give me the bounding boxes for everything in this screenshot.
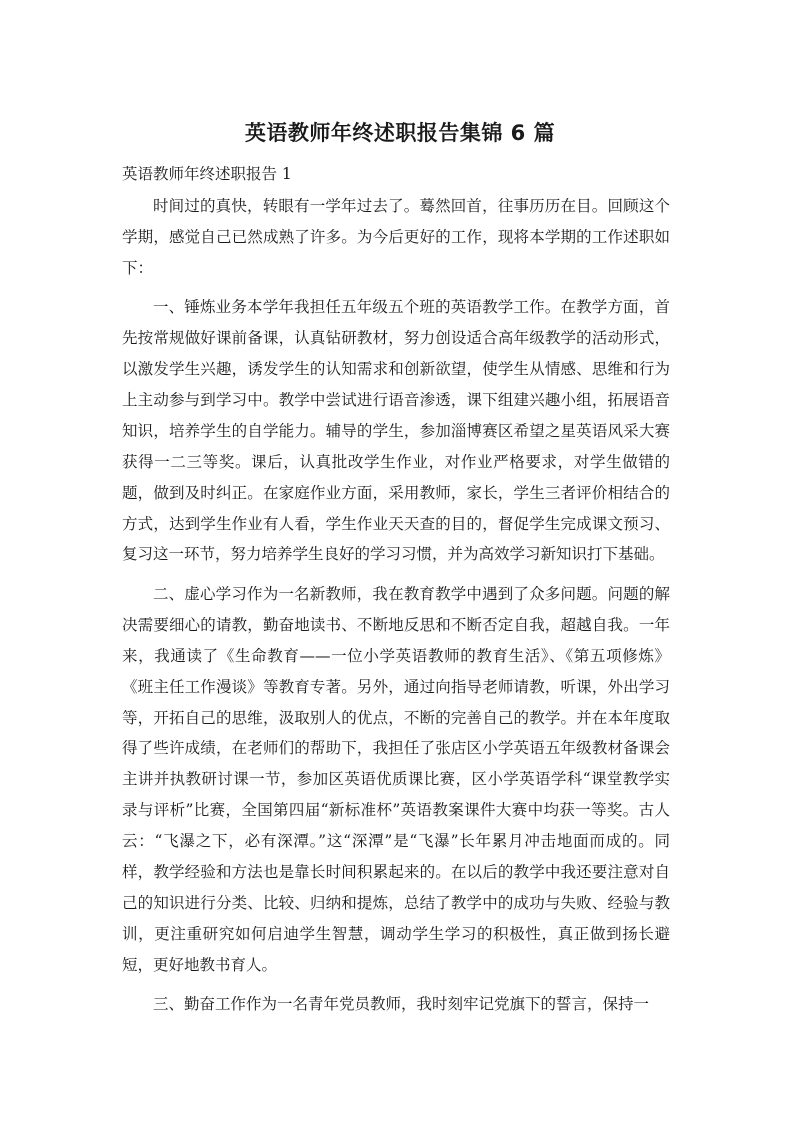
paragraph-section-3: 三、勤奋工作作为一名青年党员教师，我时刻牢记党旗下的誓言，保持一 [153,995,650,1014]
section-heading: 英语教师年终述职报告 1 [122,165,292,183]
paragraph-section-2: 二、虚心学习作为一名新教师，我在教育教学中遇到了众多问题。问题的解决需要细心的请教，勤奋地读书、不断地反思和不断否定自我，超越自我。一年来，我通读了《生命教育——一位小学英语教师的教育生活》、《第五项修炼》《班主任工作漫谈》等教育专著。另外，通过向指导老师请教，听课，外出学习等，开拓自己的思维，汲取别人的优点，不断的完善自己的教学。并在本年度取得了些许成绩，在老师们的帮助下，我担任了张店区小学英语五年级教材备课会主讲并执教研讨课一节，参加区英语优质课比赛，区小学英语学科“课堂教学实录与评析”比赛，全国第四届“新标准杯”英语教案课件大赛中均获一等奖。古人云：“飞瀑之下，必有深潭。”这“深潭”是“飞瀑”长年累月冲击地面而成的。同样，教学经验和方法也是靠长时间积累起来的。在以后的教学中我还要注意对自己的知识进行分类、比较、归纳和提炼，总结了教学中的成功与失败、经验与教训，更注重研究如何启迪学生智慧，调动学生学习的积极性，真正做到扬长避短，更好地教书育人。 [122,584,670,974]
paragraph-section-1: 一、锤炼业务本学年我担任五年级五个班的英语教学工作。在教学方面，首先按常规做好课前备课，认真钻研教材，努力创设适合高年级教学的活动形式，以激发学生兴趣，诱发学生的认知需求和创新欲望，使学生从情感、思维和行为上主动参与到学习中。教学中尝试进行语音渗透，课下组建兴趣小组，拓展语音知识，培养学生的自学能力。辅导的学生，参加淄博赛区希望之星英语风采大赛获得一二三等奖。课后，认真批改学生作业，对作业严格要求，对学生做错的题，做到及时纠正。在家庭作业方面，采用教师，家长，学生三者评价相结合的方式，达到学生作业有人看，学生作业天天查的目的，督促学生完成课文预习、复习这一环节，努力培养学生良好的学习习惯，并为高效学习新知识打下基础。 [122,298,670,564]
document-body [122,191,670,1029]
paragraph-intro: 时间过的真快，转眼有一学年过去了。蓦然回首，往事历历在目。回顾这个学期，感觉自己已然成熟了许多。为今后更好的工作，现将本学期的工作述职如下： [122,197,670,277]
document-title: 英语教师年终述职报告集锦 6 篇 [244,121,556,145]
